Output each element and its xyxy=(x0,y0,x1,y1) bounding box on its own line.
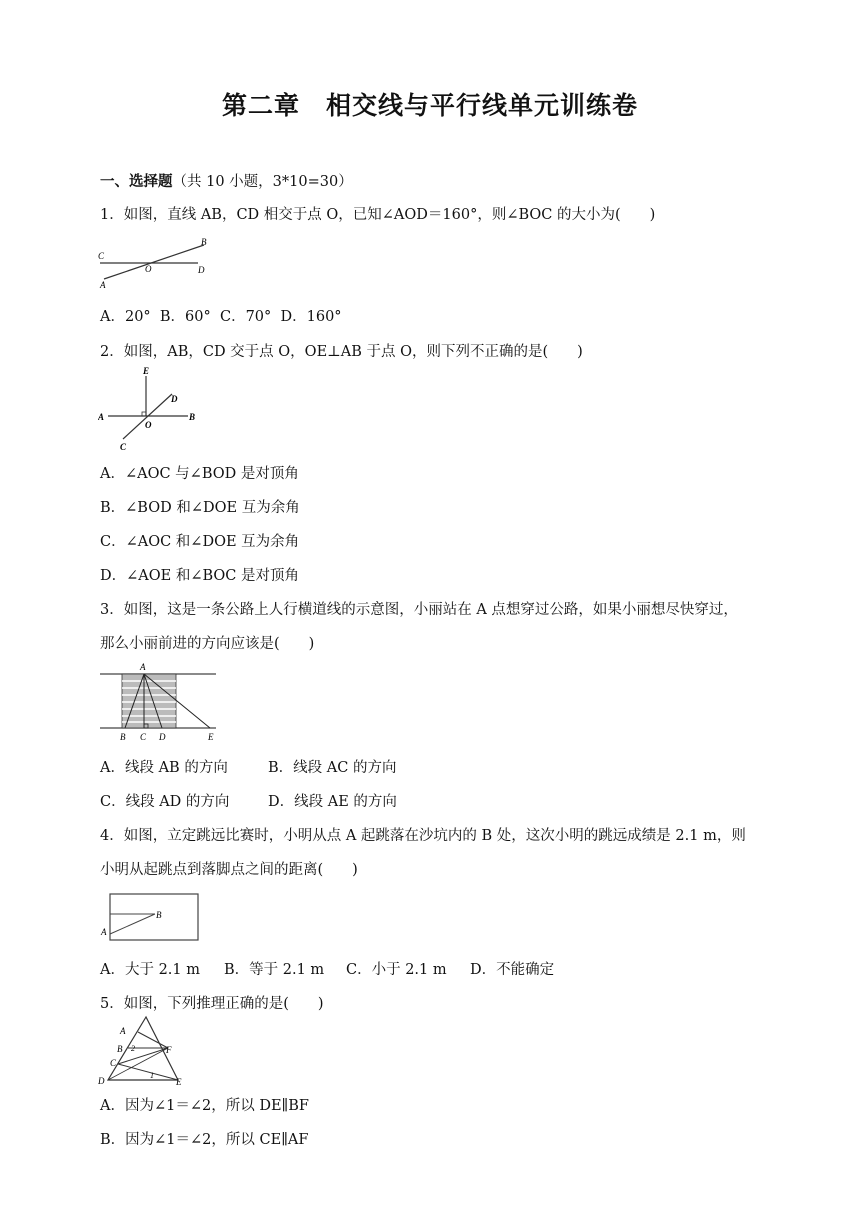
question-5-option-a: A．因为∠1＝∠2，所以 DE∥BF xyxy=(100,1098,309,1114)
label-d: D xyxy=(159,732,166,742)
label-d: D xyxy=(98,1076,105,1086)
question-2-option-d: D．∠AOE 和∠BOC 是对顶角 xyxy=(100,568,299,584)
question-1-options xyxy=(100,305,342,326)
label-b: B xyxy=(189,412,196,422)
question-1-figure xyxy=(98,233,213,289)
question-3-options-row1 xyxy=(100,756,396,777)
page-title: 第二章 相交线与平行线单元训练卷 xyxy=(221,91,638,120)
question-3-figure xyxy=(98,660,223,744)
section-heading-label: 一、选择题 xyxy=(100,174,173,190)
question-4-stem-line1: 4．如图，立定跳远比赛时，小明从点 A 起跳落在沙坑内的 B 处，这次小明的跳远成绩是 2.1 m，则 xyxy=(100,828,746,844)
label-b: B xyxy=(201,237,207,247)
label-b: B xyxy=(156,910,162,920)
question-1-stem: 1．如图，直线 AB，CD 相交于点 O，已知∠AOD＝160°，则∠BOC 的大小为( ) xyxy=(100,207,656,223)
option-b: B．线段 AC 的方向 xyxy=(268,760,397,776)
option-d: D．不能确定 xyxy=(470,962,555,978)
label-c: C xyxy=(140,732,147,742)
label-angle-1: 1 xyxy=(150,1071,154,1080)
option-d: D．线段 AE 的方向 xyxy=(268,794,397,810)
question-5-option-b: B．因为∠1＝∠2，所以 CE∥AF xyxy=(100,1132,309,1148)
question-3-stem-line1: 3．如图，这是一条公路上人行横道线的示意图，小丽站在 A 点想穿过公路，如果小丽想尽快穿过， xyxy=(100,602,738,618)
label-c: C xyxy=(98,251,105,261)
question-4-figure xyxy=(98,888,202,944)
label-a: A xyxy=(140,662,146,672)
right-angle-mark xyxy=(142,412,146,416)
label-a: A xyxy=(98,412,105,422)
question-4-options xyxy=(100,958,554,979)
question-2-stem: 2．如图，AB，CD 交于点 O，OE⊥AB 于点 O，则下列不正确的是( ) xyxy=(100,344,583,360)
label-f: F xyxy=(166,1045,172,1055)
question-2-figure xyxy=(98,364,198,454)
label-angle-2: 2 xyxy=(131,1044,135,1053)
option-b: B．等于 2.1 m xyxy=(224,962,325,978)
option-a: A．20° xyxy=(100,309,151,325)
label-o: O xyxy=(145,420,152,430)
section-heading xyxy=(100,170,353,191)
option-c: C．线段 AD 的方向 xyxy=(100,794,230,810)
segment-ce xyxy=(118,1064,178,1080)
segment-af xyxy=(138,1032,168,1048)
question-3-options-row2 xyxy=(100,790,397,811)
label-b: B xyxy=(120,732,126,742)
label-a: A xyxy=(101,927,107,937)
option-a: A．大于 2.1 m xyxy=(100,962,200,978)
question-3-stem-line2: 那么小丽前进的方向应该是( ) xyxy=(100,636,315,652)
question-4-stem-line2: 小明从起跳点到落脚点之间的距离( ) xyxy=(100,862,358,878)
question-2-option-c: C．∠AOC 和∠DOE 互为余角 xyxy=(100,534,300,550)
label-c: C xyxy=(120,442,127,452)
option-b: B．60° xyxy=(159,309,211,325)
crosswalk xyxy=(122,674,176,728)
question-2-option-a: A．∠AOC 与∠BOD 是对顶角 xyxy=(100,466,299,482)
label-b: B xyxy=(117,1044,123,1054)
question-5-figure xyxy=(98,1014,188,1090)
label-e: E xyxy=(176,1077,182,1087)
label-a: A xyxy=(100,280,106,289)
section-note: （共 10 小题，3*10=30） xyxy=(172,174,353,190)
label-o: O xyxy=(145,264,152,274)
line-ab xyxy=(104,245,204,279)
option-c: C．小于 2.1 m xyxy=(346,962,447,978)
label-e: E xyxy=(143,366,150,376)
sand-pit xyxy=(110,894,198,940)
question-2-option-b: B．∠BOD 和∠DOE 互为余角 xyxy=(100,500,300,516)
label-c: C xyxy=(110,1058,117,1068)
option-a: A．线段 AB 的方向 xyxy=(100,760,228,776)
question-5-stem: 5．如图，下列推理正确的是( ) xyxy=(100,996,324,1012)
segment-ab xyxy=(110,914,155,934)
label-d: D xyxy=(171,394,178,404)
option-d: D．160° xyxy=(280,309,342,325)
label-a: A xyxy=(120,1026,126,1036)
label-d: D xyxy=(198,265,205,275)
label-e: E xyxy=(208,732,214,742)
option-c: C．70° xyxy=(219,309,272,325)
